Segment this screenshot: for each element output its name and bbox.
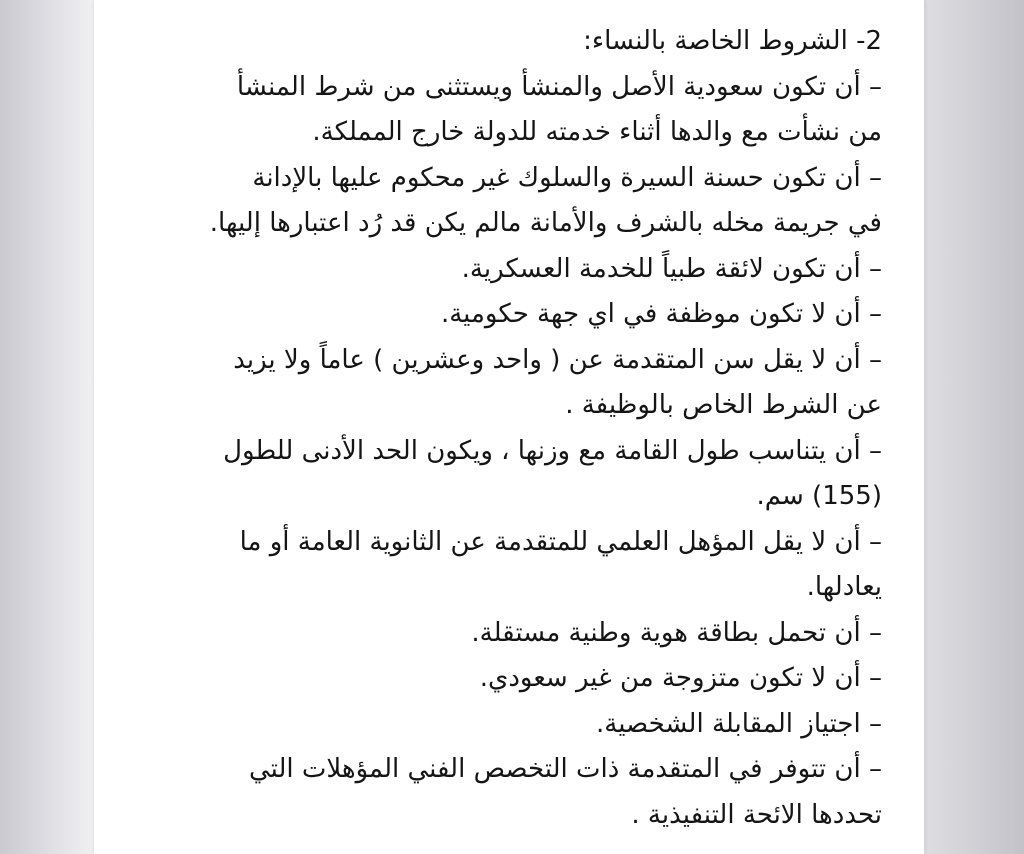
condition-line: – أن تحمل بطاقة هوية وطنية مستقلة.: [471, 617, 882, 648]
condition-line: – أن لا تكون موظفة في اي جهة حكومية.: [440, 299, 882, 329]
condition-line: – أن تكون لائقة طبياً للخدمة العسكرية.: [461, 253, 882, 284]
condition-line: عن الشرط الخاص بالوظيفة .: [565, 390, 882, 420]
condition-line: تحددها الائحة التنفيذية .: [631, 799, 882, 830]
section-heading: 2- الشروط الخاصة بالنساء:: [583, 26, 882, 56]
condition-line: – اجتياز المقابلة الشخصية.: [595, 708, 882, 739]
condition-line: – أن تكون حسنة السيرة والسلوك غير محكوم عليها بالإدانة: [252, 162, 882, 193]
condition-line: – أن لا يقل المؤهل العلمي للمتقدمة عن الثانوية العامة أو ما: [239, 526, 882, 557]
condition-line: – أن لا يقل سن المتقدمة عن ( واحد وعشرين ) عاماً ولا يزيد: [233, 344, 882, 375]
condition-line: – أن تكون سعودية الأصل والمنشأ ويستثنى من شرط المنشأ: [236, 71, 882, 102]
conditions-text-block: [122, 19, 882, 838]
condition-line: يعادلها.: [806, 572, 882, 602]
condition-line: من نشأت مع والدها أثناء خدمته للدولة خارج المملكة.: [312, 117, 882, 147]
document-page: [94, 0, 924, 854]
condition-line: – أن يتناسب طول القامة مع وزنها ، ويكون الحد الأدنى للطول: [223, 435, 882, 466]
condition-line: – أن تتوفر في المتقدمة ذات التخصص الفني المؤهلات التي: [248, 754, 882, 784]
condition-line: – أن لا تكون متزوجة من غير سعودي.: [479, 663, 882, 693]
condition-line: (155) سم.: [756, 481, 882, 511]
condition-line: في جريمة مخله بالشرف والأمانة مالم يكن قد رُد اعتبارها إليها.: [209, 208, 882, 238]
